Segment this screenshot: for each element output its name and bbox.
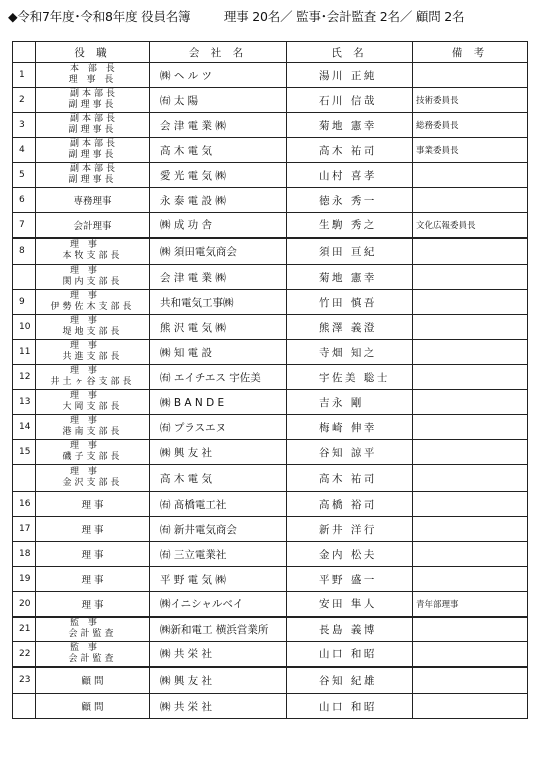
table-row: [13, 694, 528, 719]
row-number: 17: [13, 517, 36, 542]
row-number: 10: [13, 315, 36, 340]
row-name: 石川 信哉: [287, 88, 413, 113]
row-note: [413, 265, 528, 290]
row-role: [36, 517, 150, 542]
role-line-1: 理 事: [70, 391, 100, 401]
role-line-2: 副理事長: [68, 175, 117, 185]
role-line-2: 大岡支部長: [62, 402, 123, 412]
row-number: 3: [13, 113, 36, 138]
roster-title: ◆令和7年度･令和8年度 役員名簿: [8, 9, 191, 24]
row-note: [413, 642, 528, 667]
role-line-1: 理 事: [70, 366, 100, 376]
header-no: [13, 42, 36, 63]
row-name: 谷知 諒平: [287, 440, 413, 465]
role-line-1: 監 事: [70, 618, 100, 629]
table-row: [13, 542, 528, 567]
row-company: ㈱ 共 栄 社: [150, 642, 287, 667]
row-number: [13, 265, 36, 290]
row-number: 22: [13, 642, 36, 667]
table-row: [13, 492, 528, 517]
row-role: [36, 340, 150, 365]
row-note: 事業委員長: [413, 138, 528, 163]
row-name: 長島 義博: [287, 617, 413, 642]
role-line-1: 顧 問: [81, 702, 104, 713]
row-note: [413, 542, 528, 567]
table-row: [13, 163, 528, 188]
row-name: 菊地 憲幸: [287, 265, 413, 290]
table-row: [13, 465, 528, 492]
row-name: 湯川 正純: [287, 63, 413, 88]
table-row: [13, 138, 528, 163]
role-line-2: 会計監査: [68, 653, 117, 664]
role-line-1: 理 事: [70, 341, 100, 351]
role-line-2: 共進支部長: [62, 352, 123, 362]
role-line-1: 理 事: [70, 416, 100, 426]
row-note: [413, 667, 528, 694]
table-row: [13, 290, 528, 315]
row-note: [413, 365, 528, 390]
role-line-1: 理 事: [70, 316, 100, 326]
row-name: 熊澤 義澄: [287, 315, 413, 340]
row-note: [413, 465, 528, 492]
row-company: ㈲ 新井電気商会: [150, 517, 287, 542]
table-row: [13, 592, 528, 617]
row-note: [413, 617, 528, 642]
row-number: 23: [13, 667, 36, 694]
header-row: [13, 42, 528, 63]
row-company: 共和電気工事㈱: [150, 290, 287, 315]
role-line-2: 伊勢佐木支部長: [50, 302, 135, 312]
table-row: [13, 188, 528, 213]
row-note: 青年部理事: [413, 592, 528, 617]
row-note: [413, 63, 528, 88]
table-row: [13, 238, 528, 265]
role-line-2: 井土ヶ谷支部長: [50, 377, 135, 387]
row-number: 20: [13, 592, 36, 617]
row-name: 寺畑 知之: [287, 340, 413, 365]
row-number: 8: [13, 238, 36, 265]
row-role: [36, 492, 150, 517]
row-number: 4: [13, 138, 36, 163]
row-name: 須田 亘紀: [287, 238, 413, 265]
row-number: 12: [13, 365, 36, 390]
role-line-1: 副本部長: [70, 164, 119, 174]
row-role: [36, 592, 150, 617]
row-company: ㈱ 興 友 社: [150, 667, 287, 694]
role-line-2: 関内支部長: [62, 277, 123, 287]
row-number: 19: [13, 567, 36, 592]
row-role: [36, 415, 150, 440]
row-company: 愛 光 電 気 ㈱: [150, 163, 287, 188]
role-line-2: 堤地支部長: [62, 327, 123, 337]
row-company: 高 木 電 気: [150, 465, 287, 492]
row-role: [36, 642, 150, 667]
row-note: [413, 567, 528, 592]
row-company: 高 木 電 気: [150, 138, 287, 163]
table-row: [13, 340, 528, 365]
row-company: 永 泰 電 設 ㈱: [150, 188, 287, 213]
role-line-2: 副理事長: [68, 100, 117, 110]
row-role: [36, 667, 150, 694]
row-name: 新井 洋行: [287, 517, 413, 542]
row-name: 宇佐美 聡士: [287, 365, 413, 390]
row-role: [36, 617, 150, 642]
table-row: [13, 315, 528, 340]
row-name: 高木 祐司: [287, 138, 413, 163]
row-role: [36, 163, 150, 188]
role-line-2: 磯子支部長: [62, 452, 123, 462]
row-role: [36, 694, 150, 719]
row-note: [413, 517, 528, 542]
row-company: ㈱ 共 栄 社: [150, 694, 287, 719]
row-role: [36, 138, 150, 163]
row-role: [36, 390, 150, 415]
row-role: [36, 63, 150, 88]
table-row: [13, 667, 528, 694]
row-name: 徳永 秀一: [287, 188, 413, 213]
role-line-1: 理 事: [81, 525, 104, 536]
row-number: 9: [13, 290, 36, 315]
table-row: [13, 517, 528, 542]
row-company: ㈱新和電工 横浜営業所: [150, 617, 287, 642]
role-line-2: 副理事長: [68, 125, 117, 135]
row-company: ㈱イニシャルベイ: [150, 592, 287, 617]
row-name: 山口 和昭: [287, 642, 413, 667]
row-number: 5: [13, 163, 36, 188]
row-note: [413, 694, 528, 719]
row-note: 技術委員長: [413, 88, 528, 113]
row-name: 山口 和昭: [287, 694, 413, 719]
row-note: [413, 188, 528, 213]
role-line-1: 理 事: [81, 500, 104, 511]
row-role: [36, 188, 150, 213]
row-name: 梅崎 伸幸: [287, 415, 413, 440]
row-note: [413, 390, 528, 415]
table-row: [13, 567, 528, 592]
role-line-1: 理 事: [81, 599, 104, 611]
row-name: 竹田 慎吾: [287, 290, 413, 315]
table-row: [13, 617, 528, 642]
row-company: 平 野 電 気 ㈱: [150, 567, 287, 592]
row-note: [413, 340, 528, 365]
row-role: [36, 315, 150, 340]
row-company: ㈱ ヘ ル ツ: [150, 63, 287, 88]
row-number: 18: [13, 542, 36, 567]
row-name: 菊地 憲幸: [287, 113, 413, 138]
row-role: [36, 113, 150, 138]
row-note: [413, 290, 528, 315]
row-name: 山村 喜孝: [287, 163, 413, 188]
row-role: [36, 213, 150, 238]
row-number: 13: [13, 390, 36, 415]
row-role: [36, 567, 150, 592]
officer-roster-table: [12, 41, 528, 719]
row-note: [413, 238, 528, 265]
row-role: [36, 238, 150, 265]
role-line-1: 理 事: [70, 240, 100, 251]
role-line-1: 副本部長: [70, 139, 119, 149]
row-name: 谷知 紀雄: [287, 667, 413, 694]
role-line-1: 理 事: [81, 575, 104, 586]
row-note: 総務委員長: [413, 113, 528, 138]
row-role: [36, 365, 150, 390]
row-number: 21: [13, 617, 36, 642]
row-company: 会 津 電 業 ㈱: [150, 113, 287, 138]
row-number: 14: [13, 415, 36, 440]
row-number: 11: [13, 340, 36, 365]
role-line-2: 会計監査: [68, 629, 117, 640]
row-note: [413, 415, 528, 440]
row-company: ㈱ B A N D E: [150, 390, 287, 415]
row-name: 生駒 秀之: [287, 213, 413, 238]
role-line-1: 副本部長: [70, 89, 119, 99]
table-row: [13, 63, 528, 88]
table-row: [13, 415, 528, 440]
row-company: ㈲ エイチエス 宇佐美: [150, 365, 287, 390]
header-company: 会 社 名: [150, 42, 287, 63]
row-name: 平野 盛一: [287, 567, 413, 592]
role-line-2: 理 事 長: [68, 75, 117, 85]
row-role: [36, 290, 150, 315]
page-title: [8, 9, 533, 25]
row-company: ㈱ 成 功 舎: [150, 213, 287, 238]
row-role: [36, 265, 150, 290]
row-role: [36, 88, 150, 113]
row-number: 16: [13, 492, 36, 517]
role-line-1: 副本部長: [70, 114, 119, 124]
row-number: [13, 694, 36, 719]
member-counts: 理事 20名／ 監事･会計監査 2名／ 顧問 2名: [223, 9, 465, 24]
header-role: 役 職: [36, 42, 150, 63]
row-company: ㈲ 太 陽: [150, 88, 287, 113]
table-row: [13, 113, 528, 138]
role-line-1: 顧 問: [81, 676, 104, 688]
role-line-1: 理 事: [70, 441, 100, 451]
row-name: 高橋 裕司: [287, 492, 413, 517]
row-company: ㈱ 須田電気商会: [150, 238, 287, 265]
role-line-1: 監 事: [70, 642, 100, 653]
table-row: [13, 440, 528, 465]
row-number: 2: [13, 88, 36, 113]
row-number: 15: [13, 440, 36, 465]
role-line-1: 本 部 長: [70, 64, 118, 74]
role-line-1: 理 事: [70, 266, 100, 276]
table-row: [13, 642, 528, 667]
row-note: [413, 492, 528, 517]
role-line-1: 理 事: [70, 467, 100, 477]
row-number: [13, 465, 36, 492]
role-line-2: 金沢支部長: [62, 478, 123, 488]
row-note: 文化広報委員長: [413, 213, 528, 238]
role-line-2: 本牧支部長: [62, 251, 123, 262]
row-note: [413, 163, 528, 188]
row-number: 6: [13, 188, 36, 213]
row-name: 高木 祐司: [287, 465, 413, 492]
row-company: 会 津 電 業 ㈱: [150, 265, 287, 290]
table-row: [13, 265, 528, 290]
role-line-1: 会計理事: [73, 220, 112, 232]
row-company: ㈲ 三立電業社: [150, 542, 287, 567]
role-line-2: 港南支部長: [62, 427, 123, 437]
table-row: [13, 88, 528, 113]
row-note: [413, 440, 528, 465]
row-note: [413, 315, 528, 340]
roster-body: [13, 63, 528, 719]
header-name: 氏 名: [287, 42, 413, 63]
role-line-1: 理 事: [70, 291, 100, 301]
row-company: ㈲ 髙橋電工社: [150, 492, 287, 517]
row-role: [36, 440, 150, 465]
table-row: [13, 390, 528, 415]
header-note: 備 考: [413, 42, 528, 63]
row-company: ㈲ プラスエヌ: [150, 415, 287, 440]
role-line-1: 専務理事: [73, 196, 112, 207]
row-role: [36, 542, 150, 567]
row-number: 1: [13, 63, 36, 88]
table-row: [13, 213, 528, 238]
row-role: [36, 465, 150, 492]
row-name: 金内 松夫: [287, 542, 413, 567]
row-name: 吉永 剛: [287, 390, 413, 415]
row-number: 7: [13, 213, 36, 238]
row-company: ㈱ 知 電 設: [150, 340, 287, 365]
role-line-2: 副理事長: [68, 150, 117, 160]
row-name: 安田 隼人: [287, 592, 413, 617]
table-row: [13, 365, 528, 390]
row-company: ㈱ 興 友 社: [150, 440, 287, 465]
role-line-1: 理 事: [81, 550, 104, 561]
row-company: 熊 沢 電 気 ㈱: [150, 315, 287, 340]
